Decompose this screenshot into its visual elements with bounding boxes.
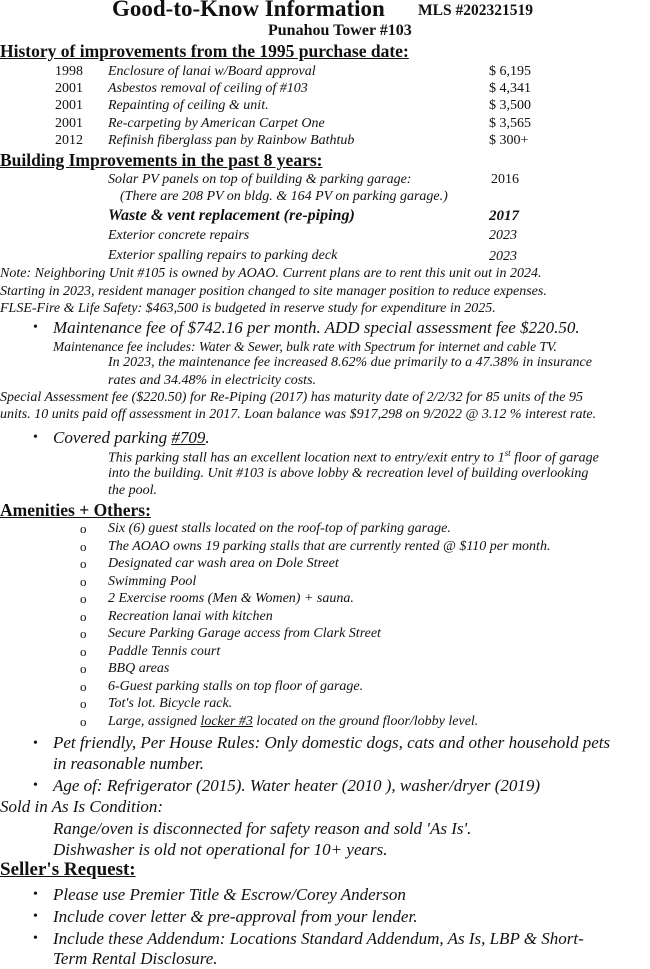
parking-desc-text: This parking stall has an excellent location next to entry/exit entry to 1 bbox=[108, 450, 505, 466]
circle-bullet-icon: o bbox=[80, 521, 87, 536]
history-desc: Re-carpeting by American Carpet One bbox=[108, 116, 325, 131]
building-heading: Building Improvements in the past 8 years: bbox=[0, 150, 323, 170]
note-line: Starting in 2023, resident manager position changed to site manager position to reduce expenses. bbox=[0, 284, 547, 299]
note-line: FLSE-Fire & Life Safety: $463,500 is budgeted in reserve study for expenditure in 2025. bbox=[0, 301, 496, 316]
history-year: 2001 bbox=[55, 98, 83, 113]
solar-item: Solar PV panels on top of building & parking garage: bbox=[108, 172, 412, 187]
circle-bullet-icon: o bbox=[80, 661, 87, 676]
history-year: 1998 bbox=[55, 64, 83, 79]
seller-item: Include cover letter & pre-approval from your lender. bbox=[53, 907, 418, 926]
appliance-age: Age of: Refrigerator (2015). Water heater (2010 ), washer/dryer (2019) bbox=[53, 776, 541, 795]
amenity-item: Secure Parking Garage access from Clark Street bbox=[108, 626, 381, 641]
maintenance-fee: Maintenance fee of $742.16 per month. ADD special assessment fee $220.50. bbox=[53, 318, 580, 337]
parking-desc-text: floor of garage bbox=[510, 450, 599, 466]
covered-parking-period: . bbox=[205, 428, 210, 447]
amenities-heading: Amenities + Others: bbox=[0, 500, 151, 520]
waste-year: 2017 bbox=[489, 208, 519, 224]
special-assessment: Special Assessment fee ($220.50) for Re-Piping (2017) has maturity date of 2/2/32 for 85 units of the 95 bbox=[0, 390, 584, 405]
circle-bullet-icon: o bbox=[80, 679, 87, 694]
pets-line: Pet friendly, Per House Rules: Only domestic dogs, cats and other household pets bbox=[53, 733, 611, 752]
circle-bullet-icon: o bbox=[80, 591, 87, 606]
bullet-icon: • bbox=[33, 931, 38, 946]
covered-parking-label: Covered parking bbox=[53, 428, 172, 447]
history-desc: Asbestos removal of ceiling of #103 bbox=[108, 81, 308, 96]
amenity-item: Six (6) guest stalls located on the roof-top of parking garage. bbox=[108, 521, 451, 536]
history-year: 2001 bbox=[55, 81, 83, 96]
concrete-item: Exterior concrete repairs bbox=[108, 228, 250, 243]
history-desc: Refinish fiberglass pan by Rainbow Bathtub bbox=[108, 133, 355, 148]
locker-pre: Large, assigned bbox=[108, 714, 201, 729]
seller-item: Include these Addendum: Locations Standard Addendum, As Is, LBP & Short- bbox=[53, 929, 584, 948]
spalling-year: 2023 bbox=[489, 249, 517, 264]
maintenance-increase: In 2023, the maintenance fee increased 8.62% due primarily to a 47.38% in insurance bbox=[108, 355, 592, 370]
parking-stall-number: #709 bbox=[171, 428, 206, 447]
amenity-item: Swimming Pool bbox=[108, 574, 197, 589]
bullet-icon: • bbox=[33, 887, 38, 902]
mls-number: MLS #202321519 bbox=[418, 2, 533, 19]
parking-desc-sup: st bbox=[504, 448, 511, 458]
solar-year: 2016 bbox=[491, 172, 519, 187]
history-amount: $ 6,195 bbox=[489, 64, 531, 79]
page-title: Good-to-Know Information bbox=[112, 0, 385, 21]
seller-item: Please use Premier Title & Escrow/Corey Anderson bbox=[53, 885, 406, 904]
special-assessment: units. 10 units paid off assessment in 2017. Loan balance was $917,298 on 9/2022 @ 3.12 % interest rate. bbox=[0, 407, 597, 422]
circle-bullet-icon: o bbox=[80, 714, 87, 729]
maintenance-increase: rates and 34.48% in electricity costs. bbox=[108, 373, 317, 388]
as-is-heading: Sold in As Is Condition: bbox=[0, 797, 164, 816]
bullet-icon: • bbox=[33, 909, 38, 924]
amenity-item: BBQ areas bbox=[108, 661, 170, 676]
history-year: 2001 bbox=[55, 116, 83, 131]
locker-number: locker #3 bbox=[200, 714, 253, 729]
amenity-item: Paddle Tennis court bbox=[108, 644, 221, 659]
circle-bullet-icon: o bbox=[80, 574, 87, 589]
bullet-icon: • bbox=[33, 430, 38, 445]
amenity-item: Tot's lot. Bicycle rack. bbox=[108, 696, 233, 711]
subtitle: Punahou Tower #103 bbox=[268, 22, 412, 39]
history-heading: History of improvements from the 1995 purchase date: bbox=[0, 41, 409, 61]
circle-bullet-icon: o bbox=[80, 626, 87, 641]
bullet-icon: • bbox=[33, 778, 38, 793]
amenity-item: Recreation lanai with kitchen bbox=[108, 609, 273, 624]
bullet-icon: • bbox=[33, 320, 38, 335]
spalling-item: Exterior spalling repairs to parking deck bbox=[108, 248, 338, 263]
bullet-icon: • bbox=[33, 736, 38, 751]
history-amount: $ 4,341 bbox=[489, 81, 531, 96]
waste-item: Waste & vent replacement (re-piping) bbox=[108, 207, 355, 224]
amenity-item: Designated car wash area on Dole Street bbox=[108, 556, 339, 571]
history-amount: $ 3,500 bbox=[489, 98, 531, 113]
circle-bullet-icon: o bbox=[80, 539, 87, 554]
amenity-item: 2 Exercise rooms (Men & Women) + sauna. bbox=[108, 591, 354, 606]
history-desc: Repainting of ceiling & unit. bbox=[108, 98, 269, 113]
as-is-line: Range/oven is disconnected for safety reason and sold 'As Is'. bbox=[53, 819, 472, 838]
maintenance-includes: Maintenance fee includes: Water & Sewer, bulk rate with Spectrum for internet and cable TV. bbox=[53, 339, 557, 354]
amenity-item: 6-Guest parking stalls on top floor of garage. bbox=[108, 679, 364, 694]
note-line: Note: Neighboring Unit #105 is owned by AOAO. Current plans are to rent this unit out in 2024. bbox=[0, 266, 542, 281]
seller-item: Term Rental Disclosure. bbox=[53, 949, 218, 968]
circle-bullet-icon: o bbox=[80, 556, 87, 571]
circle-bullet-icon: o bbox=[80, 696, 87, 711]
as-is-line: Dishwasher is old not operational for 10+ years. bbox=[53, 840, 388, 859]
parking-desc: into the building. Unit #103 is above lobby & recreation level of building overlooking bbox=[108, 466, 589, 481]
parking-desc bbox=[108, 448, 599, 467]
seller-heading: Seller's Request: bbox=[0, 859, 136, 880]
amenity-item: The AOAO owns 19 parking stalls that are currently rented @ $110 per month. bbox=[108, 539, 551, 554]
circle-bullet-icon: o bbox=[80, 644, 87, 659]
solar-note: (There are 208 PV on bldg. & 164 PV on parking garage.) bbox=[120, 189, 448, 204]
pets-line: in reasonable number. bbox=[53, 754, 204, 773]
concrete-year: 2023 bbox=[489, 228, 517, 243]
amenity-item-locker bbox=[108, 714, 478, 730]
parking-desc: the pool. bbox=[108, 483, 157, 498]
history-year: 2012 bbox=[55, 133, 83, 148]
locker-post: located on the ground floor/lobby level. bbox=[252, 714, 479, 729]
history-amount: $ 3,565 bbox=[489, 116, 531, 131]
circle-bullet-icon: o bbox=[80, 609, 87, 624]
history-amount: $ 300+ bbox=[489, 133, 529, 148]
history-desc: Enclosure of lanai w/Board approval bbox=[108, 64, 316, 79]
covered-parking bbox=[53, 428, 210, 448]
